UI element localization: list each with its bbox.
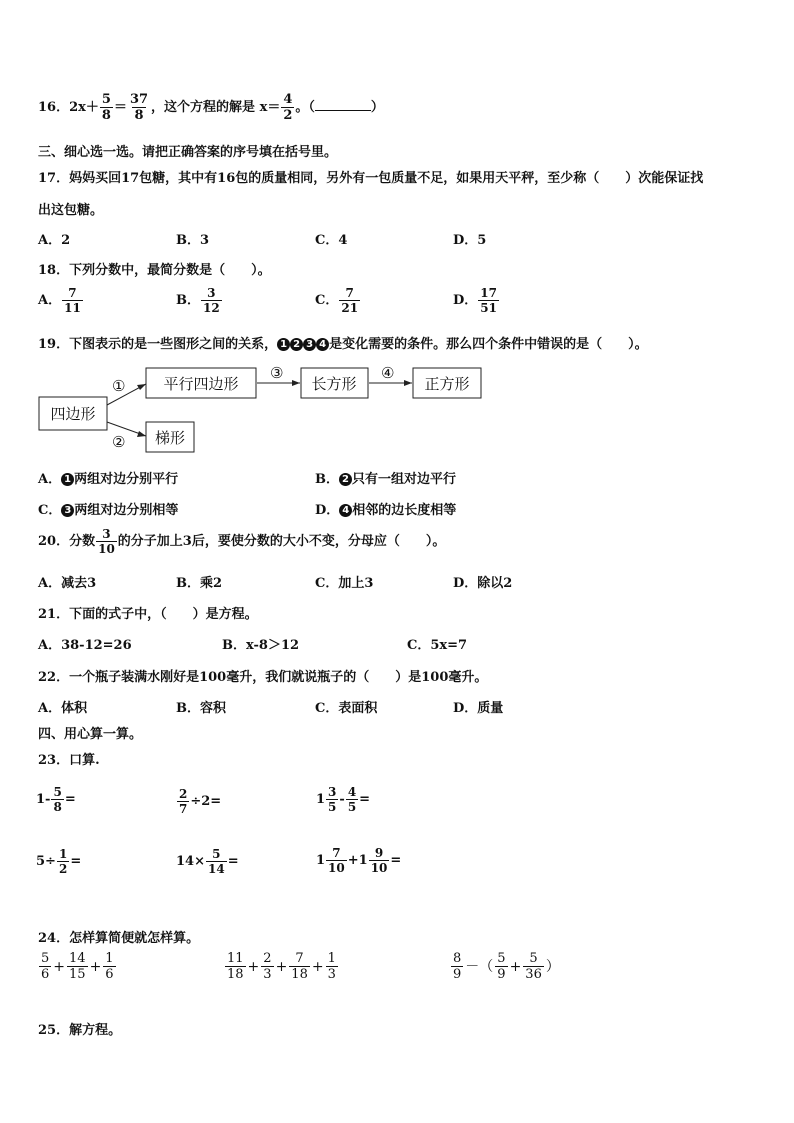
simplify-3: $\frac{8}{9}$ －（ $\frac{5}{9}$ + $\frac{5}{36}$ ） xyxy=(453,951,560,982)
calc-6: 1 $\frac{7}{10}$ +1 $\frac{9}{10}$ = xyxy=(316,846,402,875)
option-c[interactable]: C．加上3 xyxy=(315,576,374,591)
question-24: 24．怎样算简便就怎样算。 xyxy=(38,931,200,946)
label-trapezoid: 梯形 xyxy=(154,429,186,447)
section-heading-4: 四、用心算一算。 xyxy=(38,727,143,742)
circled-number: 4 xyxy=(316,338,329,351)
calc-2: $\frac{2}{7}$ ÷2= xyxy=(179,787,222,816)
calc-1: 1- $\frac{5}{8}$ = xyxy=(36,785,76,814)
fraction: $\frac{17}{51}$ xyxy=(480,286,497,315)
circled-number: 1 xyxy=(277,338,290,351)
question-21: 21．下面的式子中，（ ）是方程。 xyxy=(38,607,258,622)
question-17-line1: 17．妈妈买回17包糖，其中有16包的质量相同，另外有一包质量不足，如果用天平秤，至少称（ ）次能保证找 xyxy=(38,171,704,186)
question-18: 18．下列分数中，最简分数是（ ）。 xyxy=(38,263,271,278)
option-a[interactable]: A．体积 xyxy=(38,701,88,716)
option-c[interactable]: C．4 xyxy=(315,233,348,248)
question-20: 20．分数 $\frac{3}{10}$ 的分子加上3后，要使分数的大小不变，分母应（ ）。 xyxy=(38,527,446,556)
option-b[interactable]: B． $\frac{3}{12}$ xyxy=(176,286,220,315)
option-c[interactable]: C．5x=7 xyxy=(407,638,468,653)
question-19: 19．下图表示的是一些图形之间的关系， 1 2 3 4 是变化需要的条件。那么四个条件中错误的是（ ）。 xyxy=(38,337,648,352)
question-23: 23．口算. xyxy=(38,753,100,768)
option-d[interactable]: D． $\frac{17}{51}$ xyxy=(453,286,497,315)
fraction: $\frac{37}{8}$ xyxy=(129,92,149,123)
option-c[interactable]: C． $\frac{7}{21}$ xyxy=(315,286,359,315)
option-b[interactable]: B．乘2 xyxy=(176,576,223,591)
question-17-line2: 出这包糖。 xyxy=(38,203,104,218)
fraction: $\frac{4}{2}$ xyxy=(283,92,293,123)
simplify-2: $\frac{11}{18}$ + $\frac{2}{3}$ + $\frac{7}{18}$ + $\frac{1}{3}$ xyxy=(227,951,336,982)
condition-3: ③ xyxy=(270,364,284,382)
label-square: 正方形 xyxy=(424,375,470,393)
option-a[interactable]: A．2 xyxy=(38,233,71,248)
option-d[interactable]: D． 4 相邻的边长度相等 xyxy=(315,503,457,518)
calc-5: 14× $\frac{5}{14}$ = xyxy=(176,847,239,876)
question-16: 16．2x＋ $\frac{5}{8}$ ＝ $\frac{37}{8}$ ，这个方程的解是 x＝ $\frac{4}{2}$ 。（ ） xyxy=(38,92,384,123)
condition-1: ① xyxy=(112,377,126,395)
question-25: 25．解方程。 xyxy=(38,1023,122,1038)
condition-2: ② xyxy=(112,433,126,451)
option-d[interactable]: D．质量 xyxy=(453,701,504,716)
option-b[interactable]: B． 2 只有一组对边平行 xyxy=(315,472,457,487)
option-b[interactable]: B．容积 xyxy=(176,701,226,716)
fraction: $\frac{7}{11}$ xyxy=(64,286,81,315)
fraction: $\frac{5}{8}$ xyxy=(101,92,111,123)
option-a[interactable]: A． 1 两组对边分别平行 xyxy=(38,472,179,487)
option-a[interactable]: A．38-12=26 xyxy=(38,638,132,653)
fraction: $\frac{7}{21}$ xyxy=(341,286,359,315)
option-c[interactable]: C． 3 两组对边分别相等 xyxy=(38,503,179,518)
label-quadrilateral: 四边形 xyxy=(50,405,96,423)
fraction: $\frac{3}{10}$ xyxy=(98,527,115,556)
fraction: $\frac{3}{12}$ xyxy=(203,286,220,315)
calc-4: 5÷ $\frac{1}{2}$ = xyxy=(36,847,82,876)
condition-4: ④ xyxy=(381,364,395,382)
option-b[interactable]: B．3 xyxy=(176,233,210,248)
option-d[interactable]: D．除以2 xyxy=(453,576,513,591)
option-a[interactable]: A． $\frac{7}{11}$ xyxy=(38,286,81,315)
option-c[interactable]: C．表面积 xyxy=(315,701,378,716)
option-b[interactable]: B．x-8＞12 xyxy=(222,638,300,653)
question-22: 22．一个瓶子装满水刚好是100毫升，我们就说瓶子的（ ）是100毫升。 xyxy=(38,670,488,685)
simplify-1: $\frac{5}{6}$ + $\frac{14}{15}$ + $\frac{1}{6}$ xyxy=(41,951,114,982)
option-a[interactable]: A．减去3 xyxy=(38,576,97,591)
label-parallelogram: 平行四边形 xyxy=(163,375,239,393)
section-heading-3: 三、细心选一选。请把正确答案的序号填在括号里。 xyxy=(38,145,338,160)
option-d[interactable]: D．5 xyxy=(453,233,487,248)
circled-number: 2 xyxy=(290,338,303,351)
label-rectangle: 长方形 xyxy=(311,375,357,393)
calc-3: 1 $\frac{3}{5}$ - $\frac{4}{5}$ = xyxy=(316,785,371,814)
circled-number: 3 xyxy=(303,338,316,351)
